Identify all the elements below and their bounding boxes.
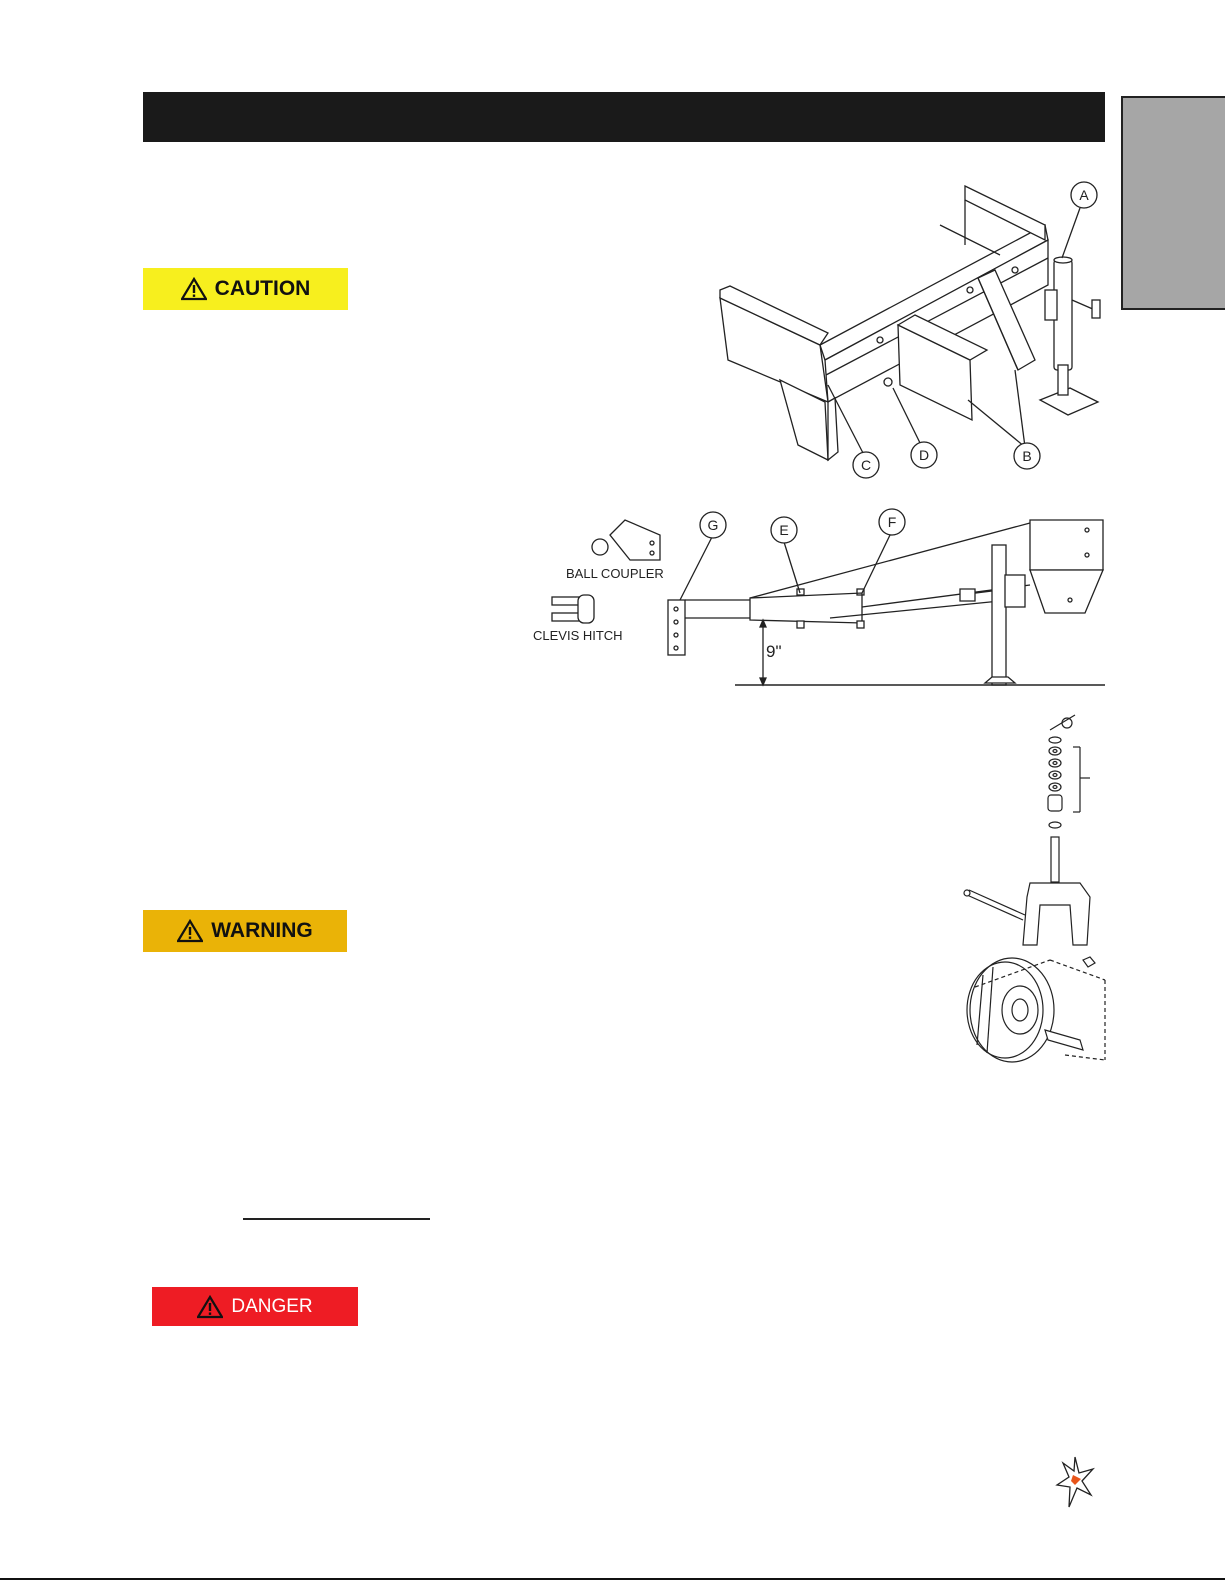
frame-assembly-diagram [700,170,1110,480]
caster-wheel-exploded-diagram [955,705,1110,1075]
danger-badge [152,1287,358,1326]
callout-g: G [707,517,719,533]
callout-c: C [860,457,872,473]
caution-label: CAUTION [214,277,311,300]
warning-triangle-icon [197,1295,223,1319]
warning-triangle-icon [177,919,203,943]
height-dimension-label: 9" [766,642,782,661]
warning-badge [143,910,347,952]
clevis-hitch-sketch [552,595,594,623]
footer-rule [0,1578,1225,1580]
callout-a: A [1079,187,1089,203]
callout-f: F [887,514,897,530]
caution-badge [143,268,348,310]
section-side-tab [1121,96,1225,310]
callout-b: B [1022,448,1032,464]
clevis-hitch-label: CLEVIS HITCH [533,628,623,643]
ball-coupler-label: BALL COUPLER [566,566,664,581]
hitch-side-view-diagram [530,505,1110,695]
warning-triangle-icon [181,277,207,301]
section-header-bar [143,92,1105,142]
ball-coupler-sketch [592,520,660,560]
callout-d: D [918,447,930,463]
danger-label: DANGER [231,1295,313,1317]
brand-star-logo [1055,1455,1095,1510]
callout-e: E [779,522,789,538]
warning-label: WARNING [211,919,313,942]
underline-rule [243,1218,430,1220]
